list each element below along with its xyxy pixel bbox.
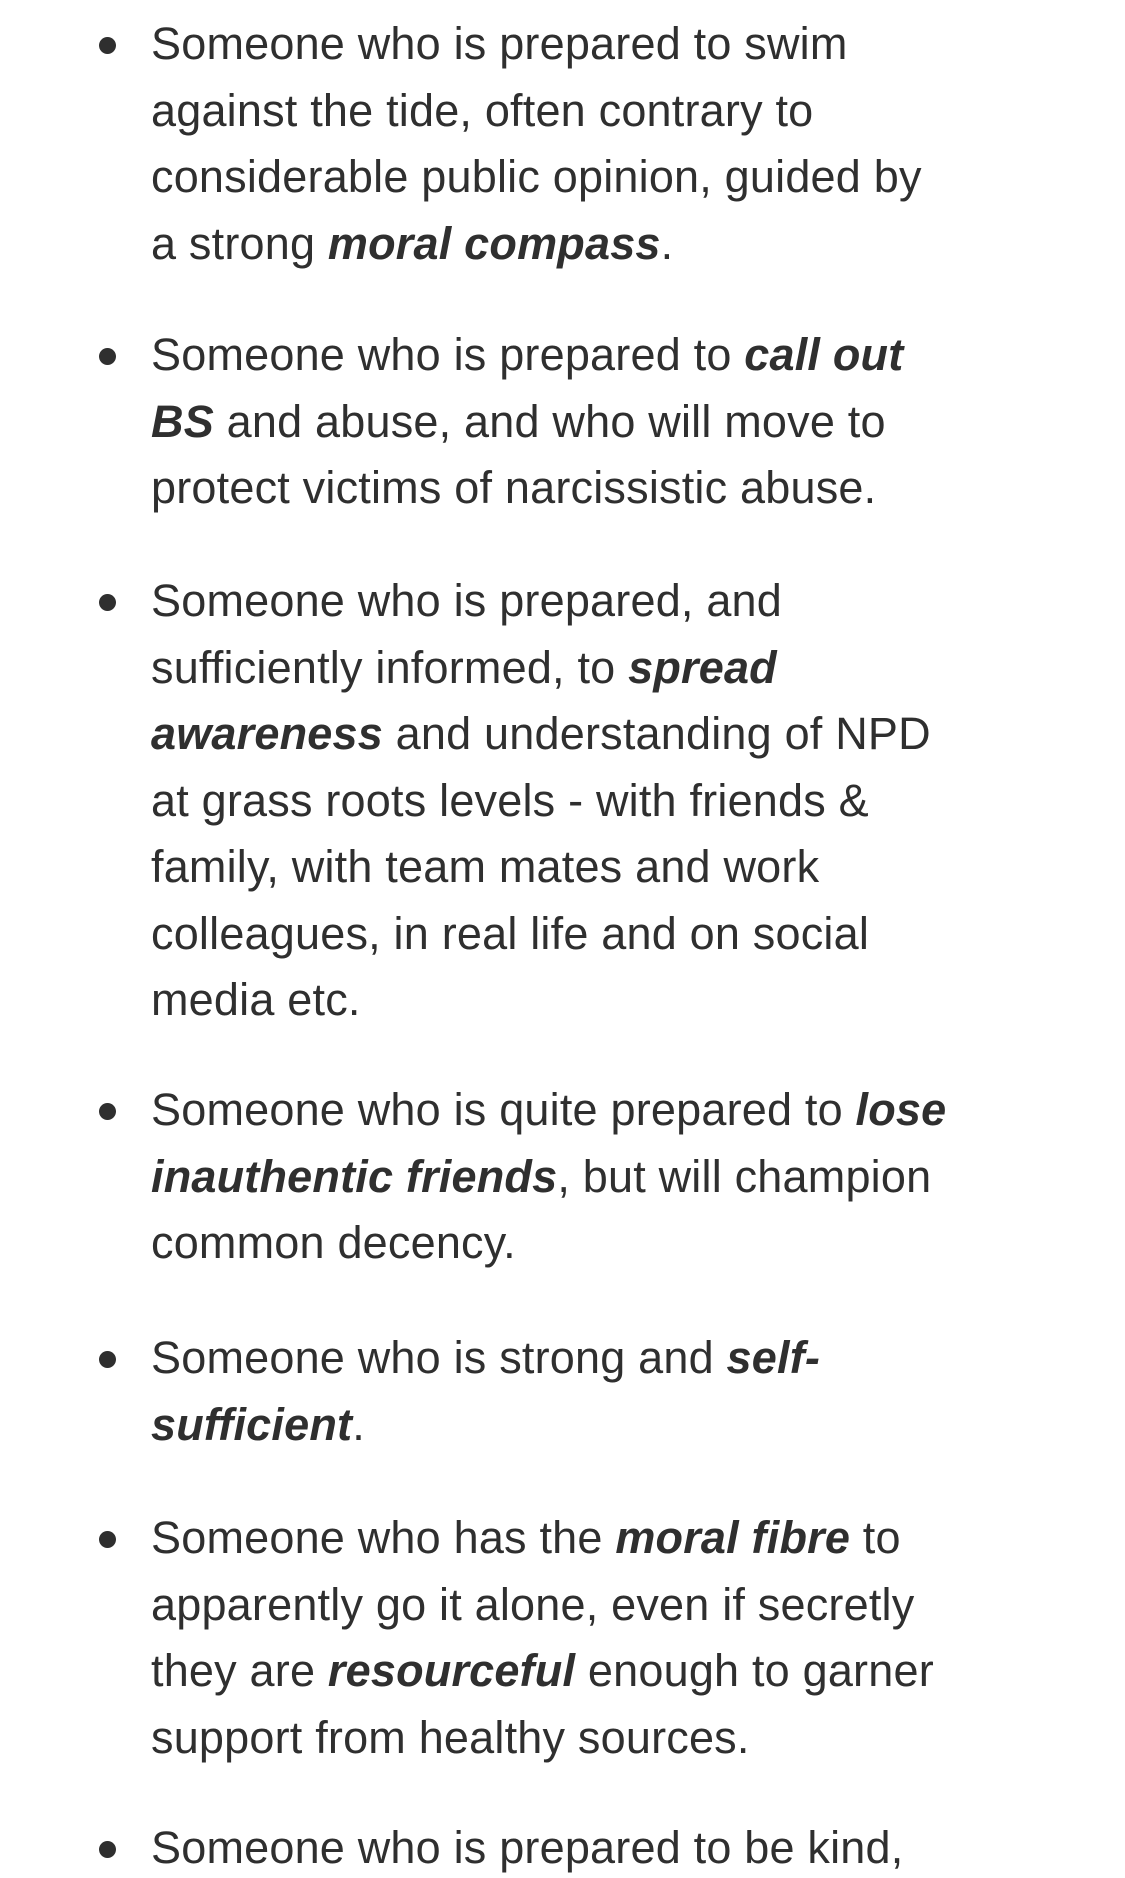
text-line (151, 834, 981, 901)
text-line (151, 322, 981, 389)
text-line (151, 1210, 981, 1277)
text-line (151, 635, 981, 702)
text-segment: at grass roots levels - with friends & (151, 774, 869, 826)
list-item-text (151, 322, 981, 522)
bullet-dot-icon (99, 348, 116, 365)
emphasized-text: moral fibre (615, 1512, 851, 1563)
emphasized-text: lose (855, 1084, 947, 1135)
emphasized-text: inauthentic friends (151, 1150, 558, 1202)
text-line (151, 901, 981, 968)
bullet-dot-icon (99, 594, 116, 611)
text-segment: a strong (151, 217, 328, 269)
text-segment: , but will champion (557, 1150, 932, 1202)
text-segment: Someone who is prepared to be kind, (151, 1822, 904, 1873)
text-line (151, 967, 981, 1034)
text-segment: and understanding of NPD (382, 708, 931, 759)
bullet-dot-icon (99, 1841, 116, 1858)
text-line (151, 1392, 981, 1459)
text-segment: considerable public opinion, guided by (151, 151, 922, 202)
text-segment: sufficiently informed, to (151, 641, 629, 693)
text-segment: . (352, 1398, 365, 1450)
text-segment: Someone who is prepared, and (151, 575, 783, 626)
text-segment: Someone who has the (151, 1512, 616, 1563)
text-line (151, 1144, 981, 1211)
list-item-text (151, 1077, 981, 1277)
text-segment: Someone who is prepared to swim (151, 18, 848, 69)
text-line (151, 1505, 981, 1572)
list-item-text (151, 1325, 981, 1458)
list-item-text (151, 1815, 981, 1878)
text-segment: and abuse, and who will move to (213, 395, 886, 447)
text-segment: media etc. (151, 974, 361, 1025)
text-segment: against the tide, often contrary to (151, 84, 814, 136)
bullet-dot-icon (99, 37, 116, 54)
text-line (151, 701, 981, 768)
text-segment: common decency. (151, 1217, 516, 1268)
list-item-text (151, 11, 981, 277)
list-item-text (151, 1505, 981, 1771)
bullet-dot-icon (99, 1531, 116, 1548)
emphasized-text: resourceful (327, 1645, 576, 1696)
bullet-dot-icon (99, 1351, 116, 1368)
emphasized-text: awareness (151, 708, 383, 759)
text-line (151, 11, 981, 78)
text-segment: Someone who is prepared to (151, 329, 745, 380)
text-segment: Someone who is strong and (151, 1332, 727, 1383)
text-line (151, 389, 981, 456)
text-line (151, 211, 981, 278)
text-line (151, 1815, 981, 1878)
text-segment: . (660, 217, 674, 269)
text-line (151, 768, 981, 835)
emphasized-text: self- (726, 1332, 821, 1383)
text-segment: family, with team mates and work (151, 841, 820, 892)
text-segment: enough to garner (575, 1645, 934, 1696)
text-line (151, 1638, 981, 1705)
text-line (151, 455, 981, 522)
text-segment: support from healthy sources. (151, 1711, 750, 1763)
list-item-text (151, 568, 981, 1034)
text-segment: they are (151, 1645, 328, 1696)
text-segment: protect victims of narcissistic abuse. (151, 462, 877, 513)
emphasized-text: moral compass (327, 217, 661, 269)
text-line (151, 78, 981, 145)
text-line (151, 1325, 981, 1392)
bullet-dot-icon (99, 1103, 116, 1120)
emphasized-text: sufficient (151, 1398, 353, 1450)
text-segment: colleagues, in real life and on social (151, 907, 870, 959)
text-segment: Someone who is quite prepared to (151, 1084, 856, 1135)
text-segment: apparently go it alone, even if secretly (151, 1578, 915, 1630)
text-line (151, 568, 981, 635)
text-line (151, 1705, 981, 1772)
emphasized-text: BS (151, 395, 214, 447)
text-line (151, 144, 981, 211)
emphasized-text: spread (628, 641, 777, 693)
text-line (151, 1572, 981, 1639)
text-segment: to (850, 1512, 901, 1563)
text-line (151, 1077, 981, 1144)
emphasized-text: call out (744, 329, 904, 380)
